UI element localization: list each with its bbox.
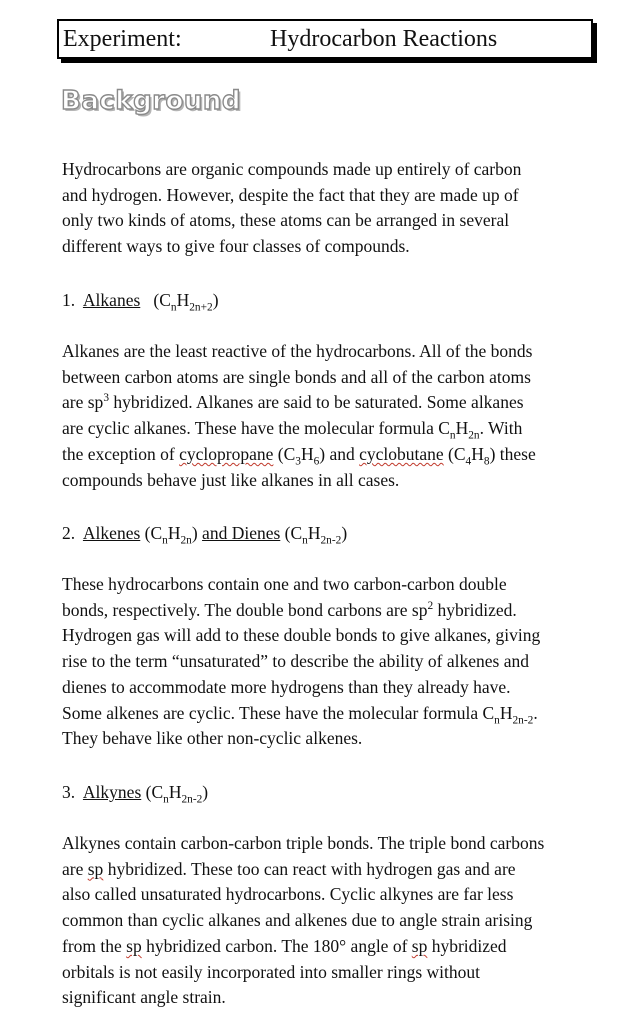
alkanes-title: Alkanes [82, 290, 141, 310]
title-box [57, 19, 593, 59]
alkenes-paragraph [62, 572, 602, 752]
alkenes-title: Alkenes [82, 523, 141, 543]
dienes-title: and Dienes [202, 523, 281, 543]
background-heading: Background [61, 86, 241, 116]
section-number: 1. [62, 290, 76, 310]
alkanes-line: are $sp^3$ hybridized. Alkanes are said to be saturated. Some alkanes [62, 392, 524, 413]
section-number: 3. [62, 782, 76, 802]
alkanes-line: Alkanes are the least reactive of the hydrocarbons. All of the bonds [62, 341, 533, 361]
alkanes-line: between carbon atoms are single bonds and all of the carbon atoms [62, 366, 531, 387]
cyclopropane-word: cyclopropane [179, 443, 274, 464]
alkynes-line: also called unsaturated hydrocarbons. Cyclic alkynes are far less [62, 884, 514, 905]
alkenes-formula: $(C_nH_{2n})$ [144, 523, 198, 547]
alkynes-line: common than cyclic alkanes and alkenes due to angle strain arising [62, 910, 533, 931]
intro-line: different ways to give four classes of compounds. [62, 236, 410, 257]
sp-word: sp [126, 935, 142, 956]
intro-line: only two kinds of atoms, these atoms can be arranged in several [62, 210, 510, 231]
alkynes-title: Alkynes [82, 782, 142, 802]
experiment-title: Hydrocarbon Reactions [270, 26, 498, 52]
cyclobutane-word: cyclobutane [359, 443, 444, 464]
alkanes-line: are cyclic alkanes. These have the molecular formula $C_nH_{2n}$. With [62, 418, 523, 442]
alkynes-line: orbitals is not easily incorporated into smaller rings without [62, 961, 480, 982]
sp-word: sp [411, 935, 428, 956]
dienes-formula: $(C_nH_{2n-2})$ [284, 523, 348, 547]
alkynes-line: from the sp hybridized carbon. The 180° angle of sp hybridized [62, 935, 507, 956]
sp-word: sp [87, 858, 104, 879]
alkenes-line: These hydrocarbons contain one and two carbon-carbon double [62, 574, 507, 594]
alkenes-line: rise to the term “unsaturated” to describe the ability of alkenes and [62, 651, 529, 672]
alkenes-line: dienes to accommodate more hydrogens than they already have. [62, 676, 511, 697]
alkanes-paragraph [62, 339, 602, 493]
alkenes-line: Hydrogen gas will add to these double bonds to give alkanes, giving [62, 625, 541, 646]
intro-paragraph [62, 157, 602, 260]
alkynes-paragraph [62, 831, 602, 1011]
alkanes-heading [62, 287, 219, 313]
alkynes-heading [62, 779, 208, 805]
experiment-label: Experiment: [63, 26, 182, 52]
alkenes-line: They behave like other non-cyclic alkenes. [62, 728, 363, 749]
alkenes-heading [62, 520, 347, 546]
alkynes-line: Alkynes contain carbon-carbon triple bonds. The triple bond carbons [62, 833, 545, 853]
alkynes-formula: $(C_nH_{2n-2})$ [145, 782, 209, 806]
alkynes-line: significant angle strain. [62, 987, 226, 1008]
alkanes-formula: $(C_nH_{2n+2})$ [153, 290, 219, 314]
intro-line: Hydrocarbons are organic compounds made up entirely of carbon [62, 159, 522, 179]
intro-line: and hydrogen. However, despite the fact that they are made up of [62, 184, 519, 205]
section-number: 2. [62, 523, 76, 543]
alkenes-line: bonds, respectively. The double bond carbons are $sp^2$ hybridized. [62, 599, 517, 620]
alkanes-line: compounds behave just like alkanes in all cases. [62, 469, 400, 490]
alkenes-line: Some alkenes are cyclic. These have the molecular formula $C_nH_{2n-2}$. [62, 702, 538, 727]
alkanes-line: the exception of cyclopropane $(C_3H_6)$ and cyclobutane $(C_4H_8)$ these [62, 443, 536, 468]
alkynes-line: are sp hybridized. These too can react with hydrogen gas and are [62, 858, 516, 879]
